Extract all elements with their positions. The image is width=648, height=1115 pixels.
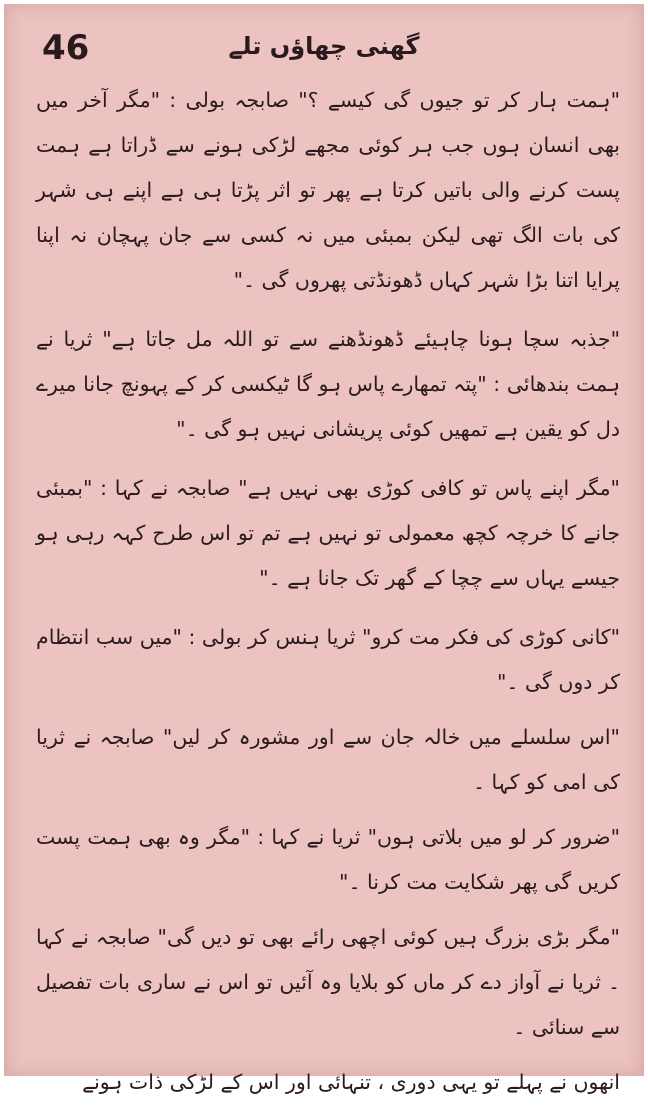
paragraph: "مگر اپنے پاس تو کافی کوڑی بھی نہیں ہے" صابجہ نے کہا : "بمبئی جانے کا خرچہ کچھ معمولی تو نہیں ہے تم تو اس طرح کہہ رہی ہو جیسے یہاں سے چچا کے گھر تک جانا ہے ۔" [36, 476, 620, 590]
paragraph: "جذبہ سچا ہونا چاہیئے ڈھونڈھنے سے تو اللہ مل جاتا ہے" ثریا نے ہمت بندھائی : "پتہ تمھارے پاس ہو گا ٹیکسی کر کے پہونچ جانا میرے دل کو یقین ہے تمھیں کوئی پریشانی نہیں ہو گی ۔" [36, 327, 620, 441]
paragraph: انھوں نے پہلے تو یہی دوری ، تنہائی اور اس کے لڑکی ذات ہونے [82, 1070, 620, 1094]
paragraph: "ہمت ہار کر تو جیوں گی کیسے ؟" صابجہ بولی : "مگر آخر میں بھی انسان ہوں جب ہر کوئی مجھے لڑکی ہونے سے ڈراتا ہے ہمت پست کرنے والی باتیں کرتا ہے پھر تو اثر پڑتا ہی ہے اپنے ہی شہر کی بات الگ تھی لیکن بمبئی میں نہ کسی سے جان پہچان نہ اپنا پرایا اتنا بڑا شہر کہاں ڈھونڈتی پھروں گی ۔" [36, 88, 620, 292]
paragraph: "ضرور کر لو میں بلاتی ہوں" ثریا نے کہا : "مگر وہ بھی ہمت پست کریں گی پھر شکایت مت کرنا ۔" [36, 825, 620, 894]
paragraph: "مگر بڑی بزرگ ہیں کوئی اچھی رائے بھی تو دیں گی" صابجہ نے کہا ۔ ثریا نے آواز دے کر ماں کو بلایا وہ آئیں تو اس نے ساری بات تفصیل سے سنائی ۔ [36, 925, 620, 1039]
page-number: 46 [42, 28, 90, 68]
running-title: گھنی چھاؤں تلے [228, 32, 420, 60]
body-text [36, 78, 620, 1115]
paragraph: "اس سلسلے میں خالہ جان سے اور مشورہ کر لیں" صابجہ نے ثریا کی امی کو کہا ۔ [36, 725, 620, 794]
paragraph: "کانی کوڑی کی فکر مت کرو" ثریا ہنس کر بولی : "میں سب انتظام کر دوں گی ۔" [36, 625, 620, 694]
